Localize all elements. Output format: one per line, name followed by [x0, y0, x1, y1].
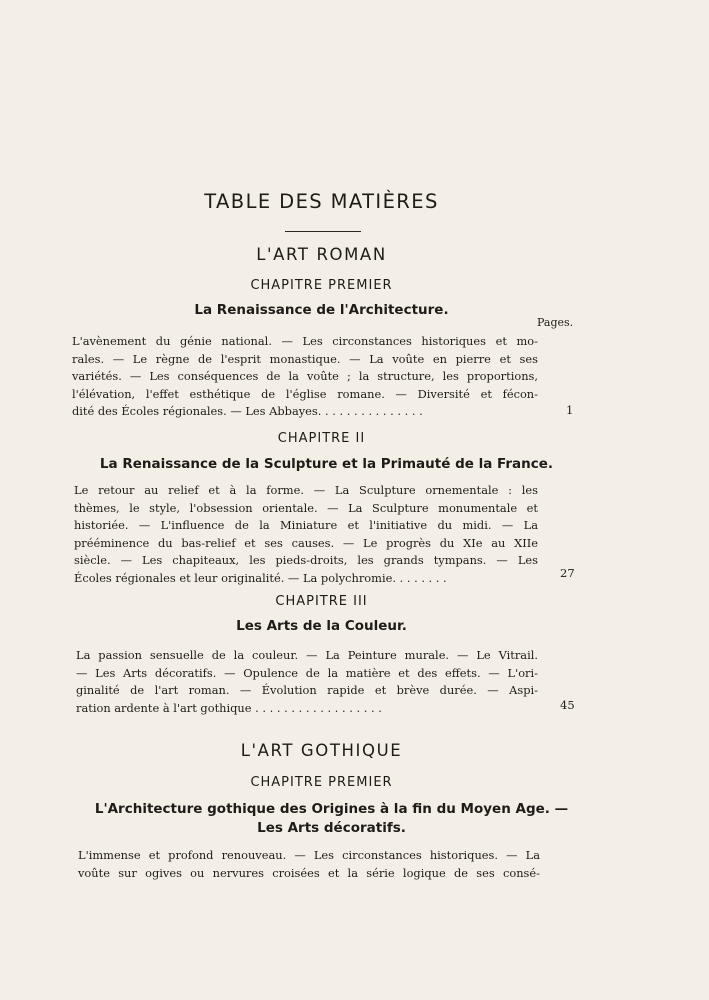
summary-line: L'avènement du génie national. — Les circonstances historiques et mo-	[72, 334, 538, 348]
summary-line: Le retour au relief et à la forme. — La Sculpture ornementale : les	[74, 483, 538, 497]
chapter-summary	[72, 333, 538, 421]
chapter-heading: La Renaissance de la Sculpture et la Primauté de la France.	[99, 456, 554, 472]
summary-line: siècle. — Les chapiteaux, les pieds-droits, les grands tympans. — Les	[74, 553, 538, 567]
page-number: 27	[560, 566, 575, 580]
summary-line: historiée. — L'influence de la Miniature et l'initiative du midi. — La	[74, 518, 538, 532]
summary-line: ration ardente à l'art gothique . . . . . . . . . . . . . . . . . .	[76, 700, 382, 715]
summary-line: variétés. — Les conséquences de la voûte ; la structure, les proportions,	[72, 369, 538, 383]
page-number: 1	[566, 403, 574, 417]
chapter-heading	[10, 800, 653, 838]
part-title-art-roman: L'ART ROMAN	[256, 245, 387, 264]
chapter-summary	[78, 847, 540, 882]
chapter-label: CHAPITRE PREMIER	[250, 278, 393, 293]
summary-line: Écoles régionales et leur originalité. — La polychromie. . . . . . . .	[74, 570, 447, 585]
chapter-summary	[76, 647, 538, 717]
summary-line: L'immense et profond renouveau. — Les circonstances historiques. — La	[78, 848, 540, 862]
pages-label: Pages.	[537, 316, 574, 329]
chapter-heading-line: Les Arts décoratifs.	[257, 820, 406, 836]
summary-line: — Les Arts décoratifs. — Opulence de la matière et des effets. — L'ori-	[76, 665, 538, 680]
summary-line: voûte sur ogives ou nervures croisées et la série logique de ses consé-	[78, 865, 540, 880]
page-number: 45	[560, 698, 575, 712]
summary-line: ginalité de l'art roman. — Évolution rapide et brève durée. — Aspi-	[76, 683, 538, 697]
chapter-heading-line: L'Architecture gothique des Origines à la fin du Moyen Age. —	[94, 801, 569, 817]
summary-line: prééminence du bas-relief et ses causes. — Le progrès du XIe au XIIe	[74, 535, 538, 550]
chapter-heading: Les Arts de la Couleur.	[236, 618, 407, 634]
chapter-heading: La Renaissance de l'Architecture.	[194, 302, 449, 318]
chapter-summary	[74, 482, 538, 587]
part-title-art-gothique: L'ART GOTHIQUE	[240, 741, 403, 760]
title-rule	[285, 231, 361, 232]
summary-line: l'élévation, l'effet esthétique de l'église romane. — Diversité et fécon-	[72, 386, 538, 401]
summary-line: thèmes, le style, l'obsession orientale. — La Sculpture monumentale et	[74, 500, 538, 515]
chapter-label: CHAPITRE II	[277, 431, 366, 446]
chapter-label: CHAPITRE PREMIER	[250, 775, 393, 790]
page-title: TABLE DES MATIÈRES	[204, 190, 439, 213]
summary-line: rales. — Le règne de l'esprit monastique. — La voûte en pierre et ses	[72, 351, 538, 366]
chapter-label: CHAPITRE III	[275, 594, 368, 609]
summary-line: dité des Écoles régionales. — Les Abbayes. . . . . . . . . . . . . . .	[72, 404, 423, 418]
summary-line: La passion sensuelle de la couleur. — La Peinture murale. — Le Vitrail.	[76, 648, 538, 662]
